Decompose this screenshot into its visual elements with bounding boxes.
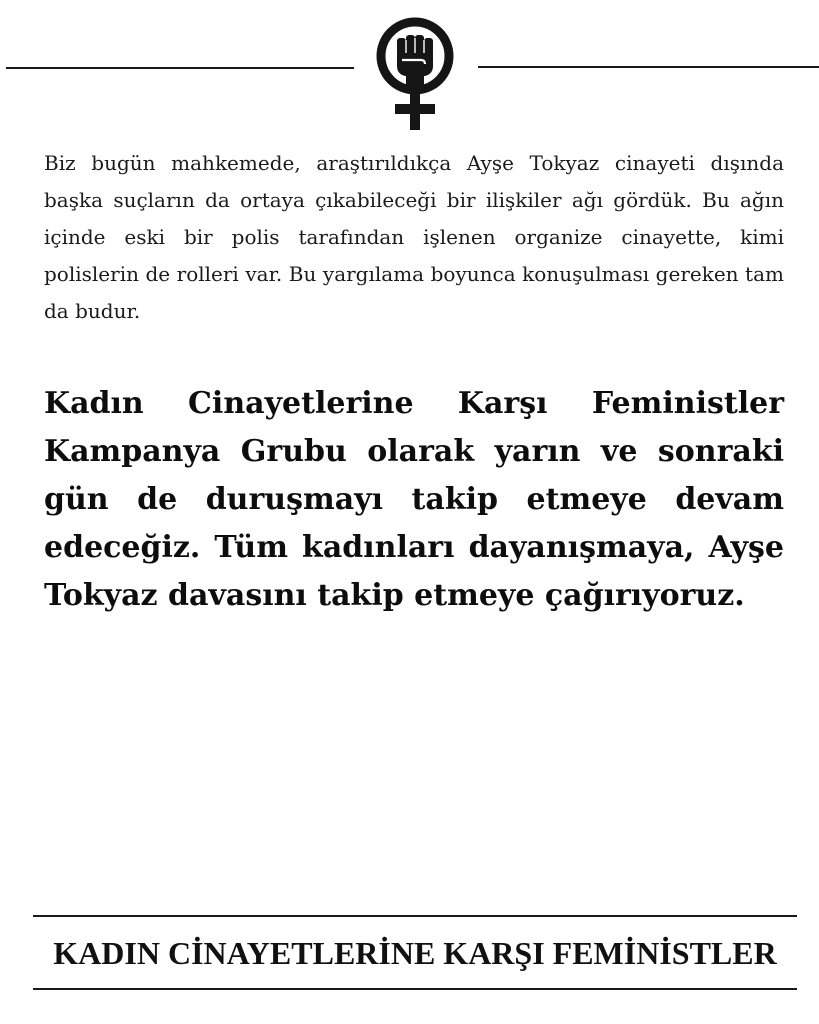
footer-rule-bottom — [33, 988, 797, 990]
body-paragraph-1: Biz bugün mahkemede, araştırıldıkça Ayşe Tokyaz cinayeti dışında başka suçların da ortaya çıkabileceği bir ilişkiler ağı gördük. Bu ağın içinde eski bir polis tarafından işlenen organize cinayette, kimi polislerin de rolleri var. Bu yargılama boyunca konuşulması gereken tam da budur. — [44, 151, 784, 323]
header-rule-left — [6, 67, 354, 69]
footer-rule-top — [33, 915, 797, 917]
header-rule-right — [478, 66, 819, 68]
body-paragraph-2-bold: Kadın Cinayetlerine Karşı Feministler Kampanya Grubu olarak yarın ve sonraki gün de duruşmayı takip etmeye devam edeceğiz. Tüm kadınları dayanışmaya, Ayşe Tokyaz davasını takip etmeye çağırıyoruz. — [44, 386, 784, 613]
footer-title: KADIN CİNAYETLERİNE KARŞI FEMİNİSTLER — [53, 935, 777, 971]
feminist-fist-venus-icon — [373, 16, 457, 134]
